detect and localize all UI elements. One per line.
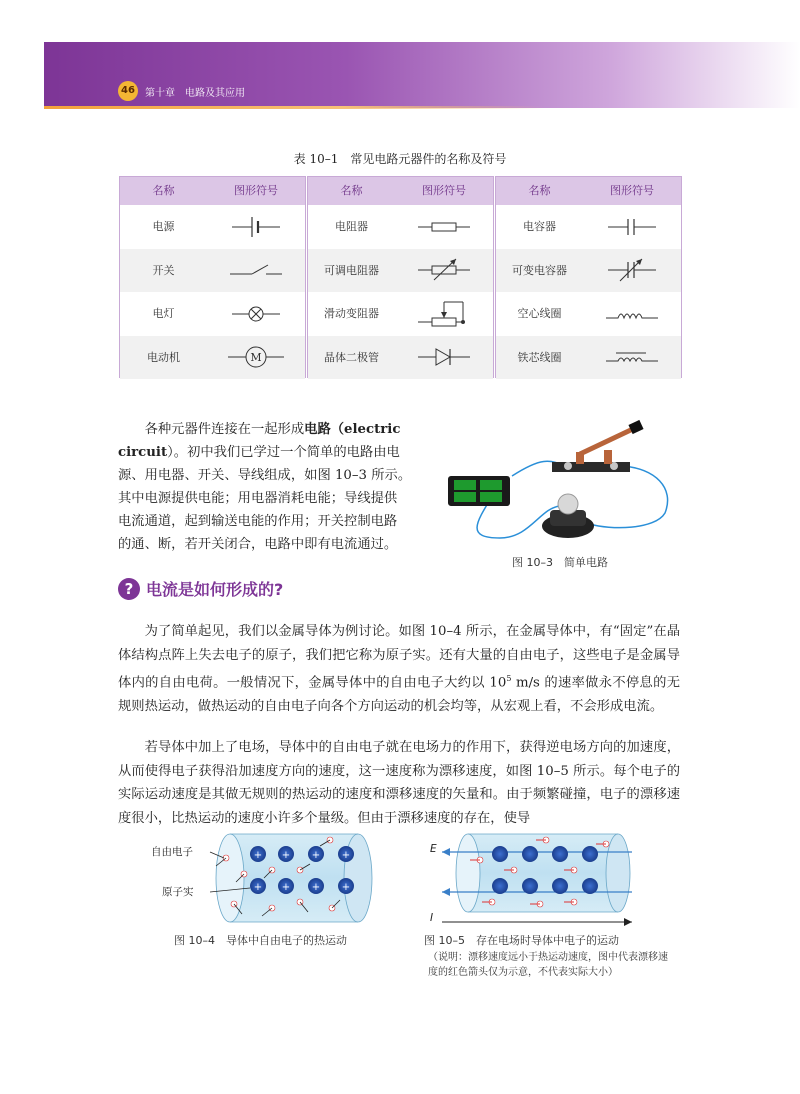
question-icon: ? [118,578,140,600]
component-name: 空心线圈 [517,307,562,320]
table-header [496,177,681,205]
table-row [496,205,681,249]
header-accent-line [44,106,544,109]
component-name: 电阻器 [335,220,369,233]
chapter-title: 第十章 电路及其应用 [145,88,245,99]
svg-text:+: + [253,882,263,893]
svg-text:+: + [311,882,321,893]
component-name: 可调电阻器 [324,263,380,277]
component-name: 电源 [152,220,175,233]
component-name: 电容器 [523,220,557,233]
column-header-symbol: 图形符号 [610,184,655,197]
label-ion-core: 原子实 [162,886,194,898]
simple-circuit-illustration [440,418,680,548]
svg-text:+: + [281,850,291,861]
table-row [496,336,681,380]
variable-capacitor-symbol-icon [602,256,662,284]
figure-10-3-caption: 图 10–3 简单电路 [512,556,608,569]
body-paragraph-2: 若导体中加上了电场，导体中的自由电子就在电场力的作用下，获得逆电场方向的加速度，从而使得电子获得沿加速度方向的速度，这一速度称为漂移速度，如图 10–5 所示。每个电子的实际运动速度是其做无规则的热运动的速度和漂移速度的矢量和。由于频繁碰撞，电子的漂移速度很小，比热运动的速度小许多个量级。但由于漂移速度的存在，使导 [118,740,680,826]
figure-10-5-caption: 图 10–5 存在电场时导体中电子的运动 [424,934,619,947]
page-number: 46 [118,81,138,101]
table-row [496,249,681,293]
component-name: 开关 [152,263,175,277]
table-row [496,292,681,336]
table-row [308,336,493,380]
table-row [120,249,305,293]
battery-symbol-icon [226,215,286,239]
table-row [120,292,305,336]
component-name: 可变电容器 [512,263,568,277]
svg-text:+: + [341,850,351,861]
variable-resistor-symbol-icon [414,256,474,284]
air-coil-symbol-icon [602,302,662,326]
motor-letter: M [250,351,262,365]
label-current-I: I [430,912,434,924]
component-name: 滑动变阻器 [324,307,380,320]
label-field-E: E [430,843,437,855]
rheostat-symbol-icon [414,298,474,330]
component-name: 电灯 [152,307,175,320]
column-header-name: 名称 [528,184,551,197]
svg-text:+: + [311,850,321,861]
table-header [308,177,493,205]
table-caption: 表 10–1 常见电路元器件的名称及符号 [293,152,507,166]
component-table-3 [495,176,682,378]
resistor-symbol-icon [414,215,474,239]
column-header-name: 名称 [152,184,175,197]
component-name: 铁芯线圈 [517,350,562,364]
motor-symbol-icon [226,343,286,371]
figure-10-4-caption: 图 10–4 导体中自由电子的热运动 [174,934,347,947]
column-header-symbol: 图形符号 [422,184,467,197]
figure-10-5-diagram [422,830,652,934]
table-row [308,249,493,293]
capacitor-symbol-icon [602,215,662,239]
table-row [120,205,305,249]
iron-core-coil-symbol-icon [602,345,662,369]
switch-symbol-icon [226,258,286,282]
component-table-2 [307,176,494,378]
table-header [120,177,305,205]
diode-symbol-icon [414,345,474,369]
figure-10-5-note: （说明：漂移速度远小于热运动速度，图中代表漂移速度的红色箭头仅为示意，不代表实际大小） [428,952,668,978]
table-row [120,336,305,380]
lamp-symbol-icon [226,302,286,326]
body-paragraph-1: 为了简单起见，我们以金属导体为例讨论。如图 10–4 所示，在金属导体中，有“固定”在晶体结构点阵上失去电子的原子，我们把它称为原子实。还有大量的自由电子，这些电子是金属导体内的自由电荷。一般情况下，金属导体中的自由电子大约以 $10^5$ m/s 的速率做永不停息的无规则热运动，做热运动的自由电子向各个方向运动的机会均等，从宏观上看，不会形成电流。 [118,624,680,714]
table-row [308,205,493,249]
intro-paragraph: 各种元器件连接在一起形成电路（electric circuit）。初中我们已学过一个简单的电路由电 源、用电器、开关、导线组成，如图 10–3 所示。 其中电源提供电能；用电器消耗电能；导线提供 电流通道，起到输送电能的作用；开关控制电路 的通、断，若开关闭合，电路中即有电流通过。 [118,422,412,552]
column-header-name: 名称 [340,184,363,197]
svg-text:+: + [341,882,351,893]
svg-text:+: + [253,850,263,861]
section-title: 电流是如何形成的? [146,580,284,599]
circuit-photo-icon [440,418,680,548]
column-header-symbol: 图形符号 [234,184,279,197]
component-table-1 [119,176,306,378]
component-name: 电动机 [147,350,181,364]
table-row [308,292,493,336]
svg-text:+: + [281,882,291,893]
label-free-electron: 自由电子 [151,846,193,858]
component-name: 晶体二极管 [324,350,380,364]
